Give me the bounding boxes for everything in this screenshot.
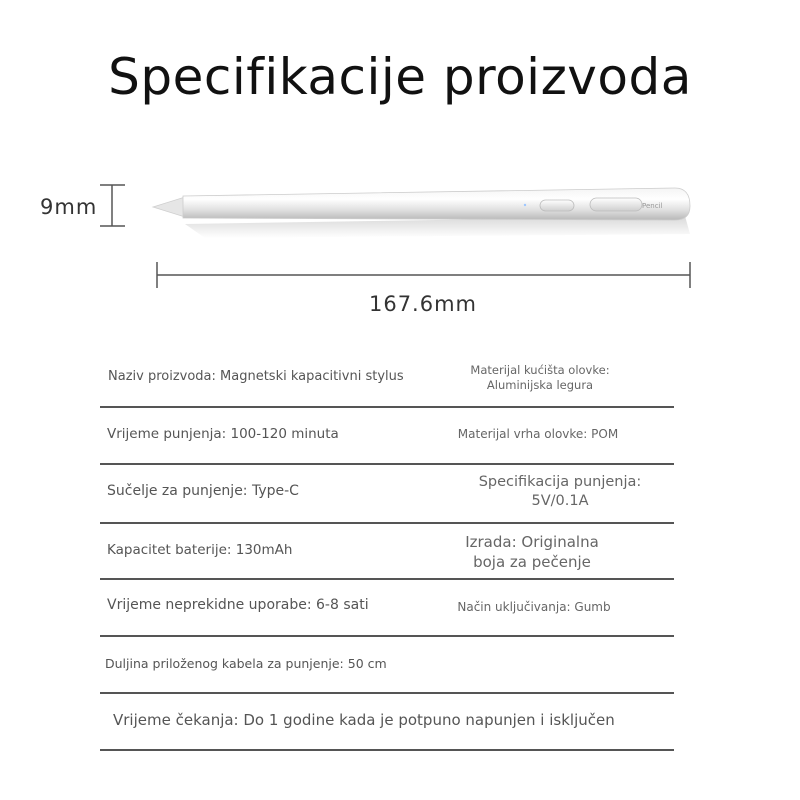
spec-right-3: Specifikacija punjenja: 5V/0.1A — [478, 474, 642, 509]
stylus-tip — [153, 197, 185, 217]
spec-right-4: Izrada: Originalna boja za pečenje — [465, 533, 599, 571]
spec-left-1: Naziv proizvoda: Magnetski kapacitivni stylus — [108, 369, 404, 384]
spec-left-4: Kapacitet baterije: 130mAh — [107, 542, 293, 558]
spec-left-3: Sučelje za punjenje: Type-C — [107, 483, 299, 499]
row-divider — [100, 522, 674, 524]
spec-left-2: Vrijeme punjenja: 100-120 minuta — [107, 426, 339, 442]
stylus-brand-label: Pencil — [642, 202, 663, 210]
row-divider — [100, 406, 674, 408]
row-divider — [100, 692, 674, 694]
row-divider — [100, 635, 674, 637]
spec-right-2: Materijal vrha olovke: POM — [457, 427, 619, 441]
stylus-image — [145, 180, 705, 250]
row-divider — [100, 578, 674, 580]
page-title: Specifikacije proizvoda — [108, 48, 692, 106]
spec-left-5: Vrijeme neprekidne uporabe: 6-8 sati — [107, 597, 369, 613]
stylus-button-large — [590, 198, 642, 211]
stylus-button-small — [540, 200, 574, 211]
spec-left-6: Duljina priloženog kabela za punjenje: 50 cm — [105, 656, 387, 671]
spec-right-1: Materijal kućišta olovke: Aluminijska legura — [470, 363, 610, 392]
dimension-lines — [0, 0, 800, 320]
spec-left-7: Vrijeme čekanja: Do 1 godine kada je potpuno napunjen i isključen — [113, 711, 615, 729]
row-divider — [100, 463, 674, 465]
spec-right-5: Način uključivanja: Gumb — [457, 600, 611, 614]
row-divider — [100, 749, 674, 751]
diameter-label: 9mm — [40, 195, 98, 219]
stylus-led-indicator — [524, 204, 526, 206]
length-label: 167.6mm — [368, 292, 478, 316]
